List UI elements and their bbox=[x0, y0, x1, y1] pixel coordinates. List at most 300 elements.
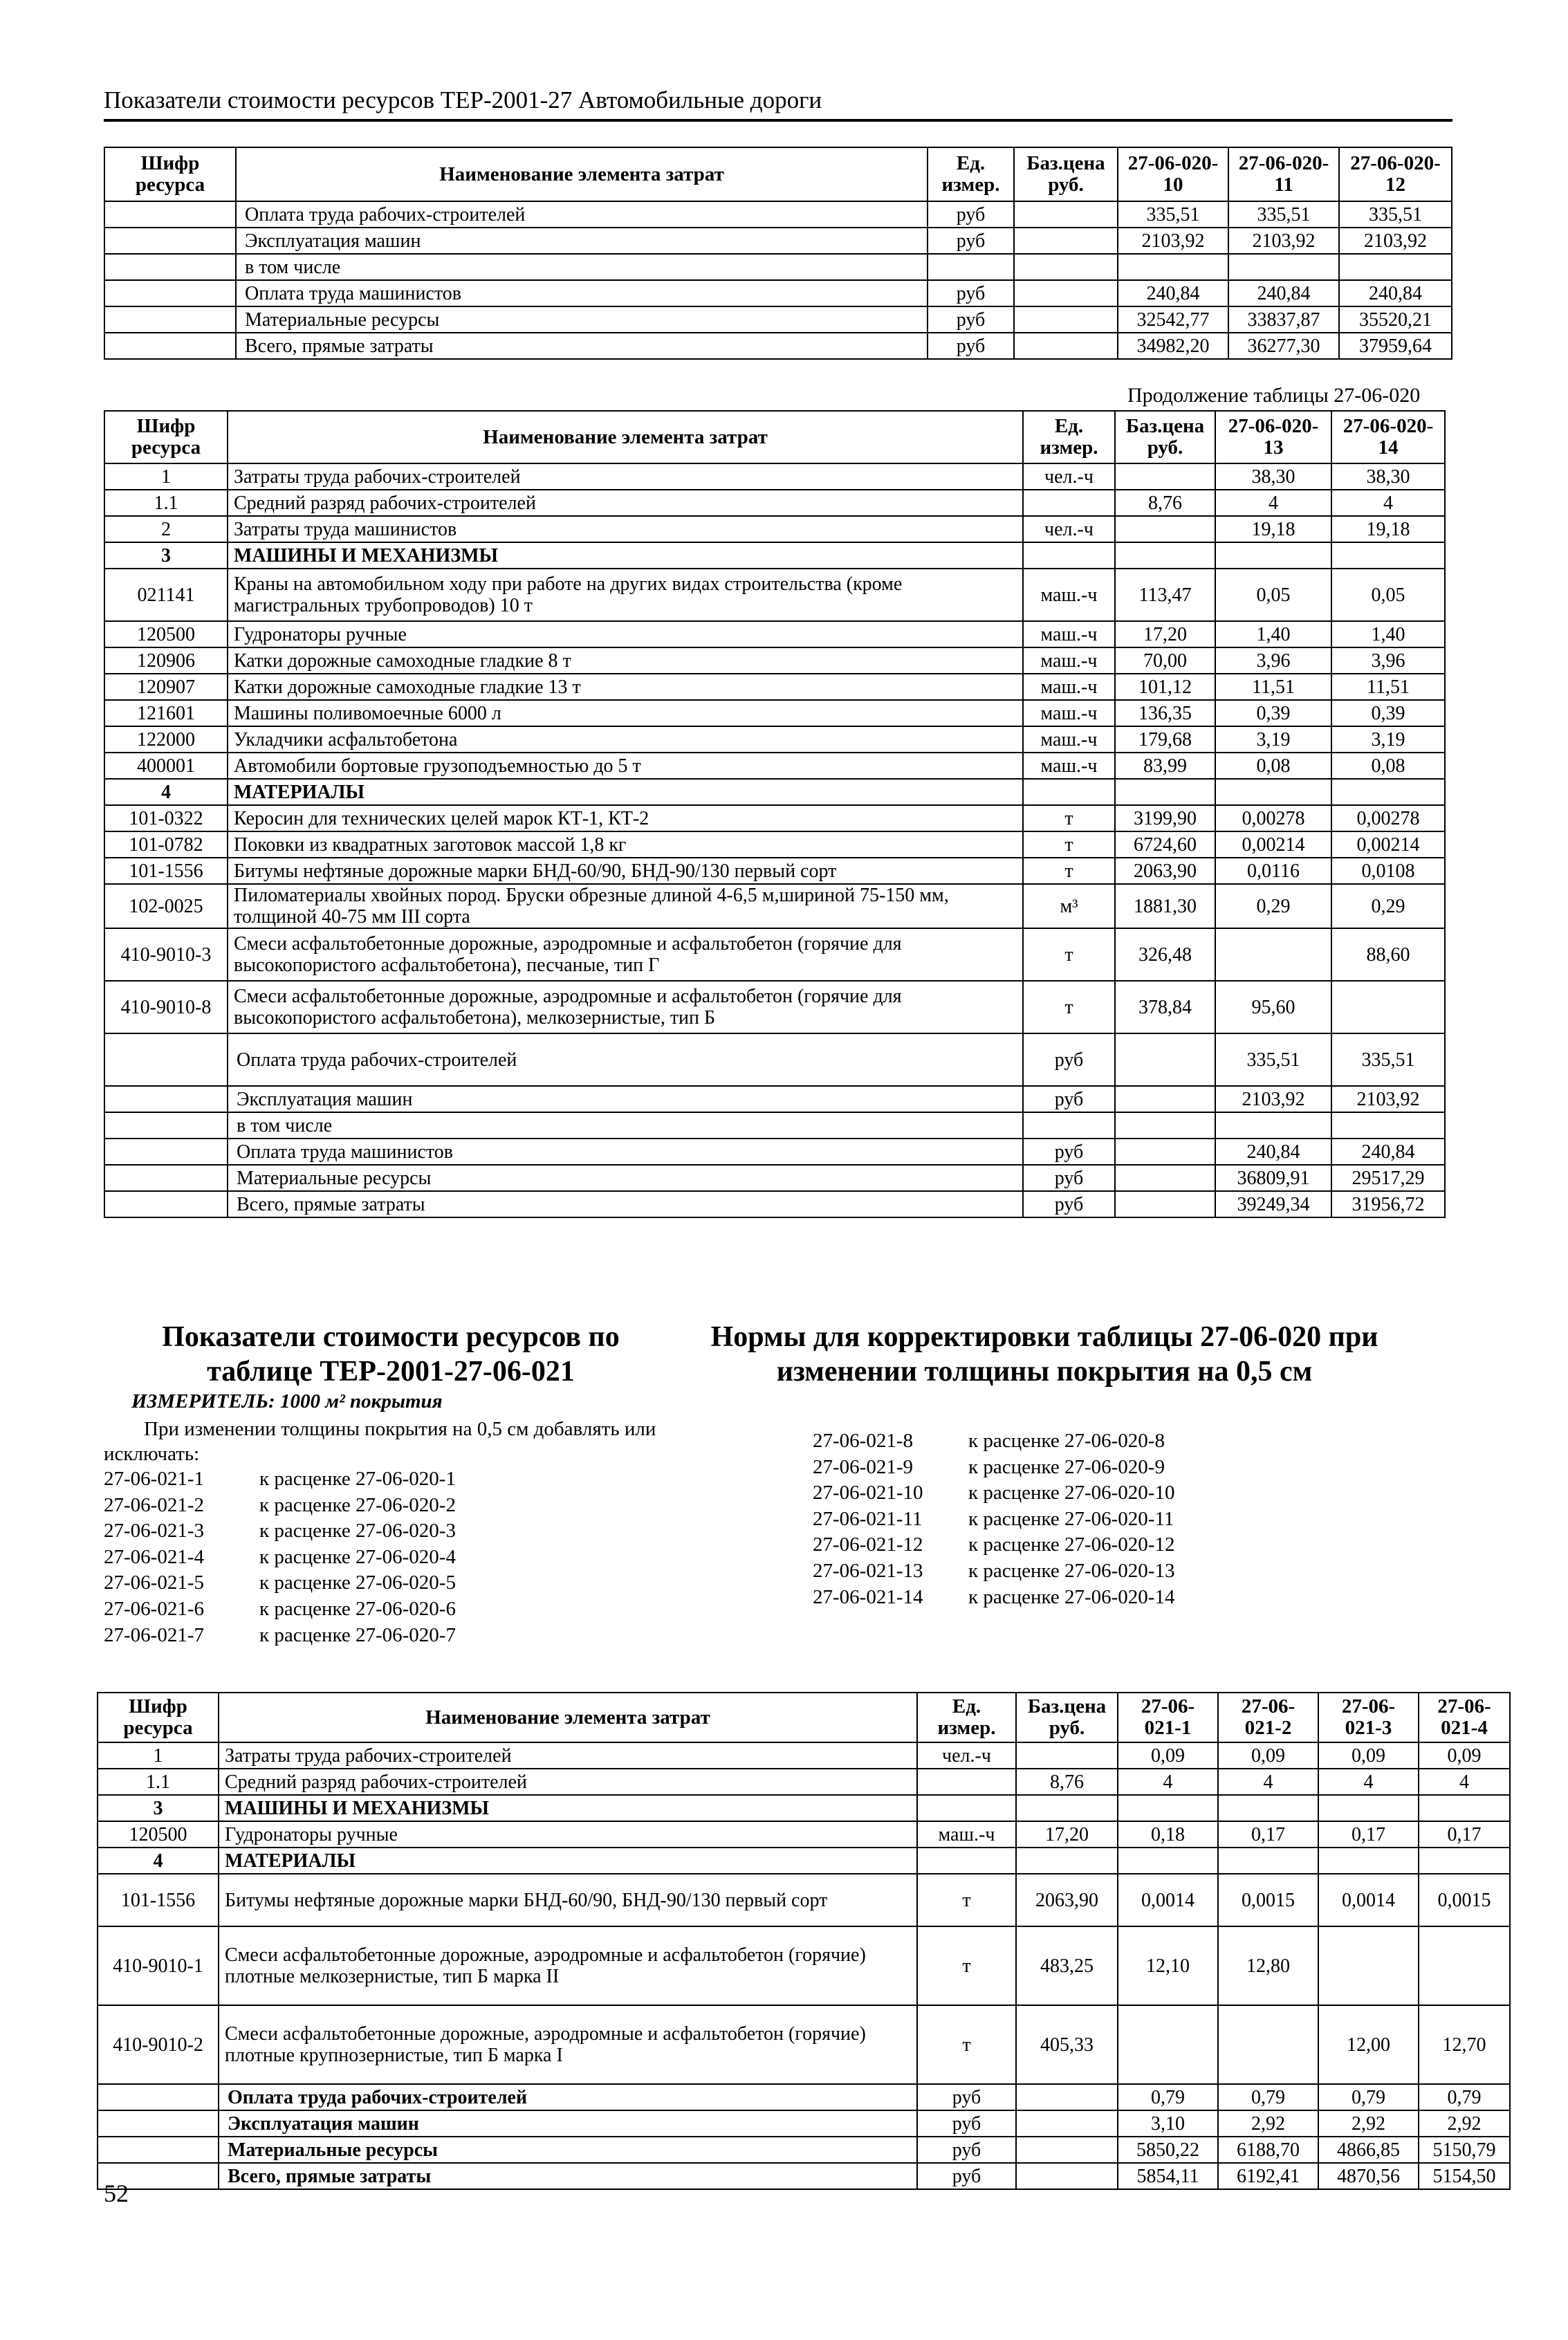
element-name-cell: Затраты труда рабочих-строителей bbox=[219, 1742, 917, 1769]
unit-cell: руб bbox=[917, 2084, 1016, 2110]
unit-cell: т bbox=[1023, 981, 1115, 1033]
rate-value-cell: 38,30 bbox=[1331, 463, 1445, 490]
element-name-cell: Эксплуатация машин bbox=[219, 2110, 917, 2137]
element-name-cell: Оплата труда рабочих-строителей bbox=[219, 2084, 917, 2110]
resource-code-cell: 2 bbox=[104, 516, 228, 542]
unit-cell: руб bbox=[928, 228, 1014, 254]
rate-value-cell: 1,40 bbox=[1331, 621, 1445, 647]
rate-value-cell: 0,00278 bbox=[1331, 805, 1445, 831]
col-header-rate: 27-06-021-4 bbox=[1419, 1693, 1510, 1742]
element-name-cell: Смеси асфальтобетонные дорожные, аэродромные и асфальтобетон (горячие) плотные крупнозернистые, тип Б марка I bbox=[219, 2005, 917, 2084]
rate-value-cell: 4 bbox=[1419, 1769, 1510, 1795]
base-price-cell bbox=[1014, 254, 1118, 280]
rate-value-cell bbox=[1331, 542, 1445, 569]
unit-cell: руб bbox=[928, 201, 1014, 228]
adjustment-code: 27-06-021-2 bbox=[104, 1493, 204, 1516]
col-header-code: Шифр ресурса bbox=[104, 411, 228, 463]
rate-value-cell: 36809,91 bbox=[1215, 1165, 1331, 1191]
rate-value-cell: 88,60 bbox=[1331, 928, 1445, 981]
rate-value-cell: 0,05 bbox=[1331, 569, 1445, 621]
resource-code-cell bbox=[104, 1165, 228, 1191]
rate-value-cell: 33837,87 bbox=[1228, 306, 1339, 333]
list-item bbox=[104, 1493, 588, 1519]
rate-value-cell bbox=[1218, 1795, 1318, 1821]
col-header-rate: 27-06-020-10 bbox=[1118, 147, 1228, 201]
rate-value-cell: 2103,92 bbox=[1331, 1086, 1445, 1112]
base-price-cell: 2063,90 bbox=[1016, 1874, 1118, 1926]
table-row bbox=[98, 2163, 1510, 2189]
section-title-left-line1: Показатели стоимости ресурсов по bbox=[162, 1321, 620, 1353]
unit-cell: руб bbox=[917, 2163, 1016, 2189]
base-price-cell: 17,20 bbox=[1115, 621, 1215, 647]
resource-code-cell: 1.1 bbox=[98, 1769, 219, 1795]
resource-code-cell: 1 bbox=[104, 463, 228, 490]
table-row bbox=[104, 726, 1445, 753]
rate-value-cell bbox=[1215, 542, 1331, 569]
adjustment-reference: к расценке 27-06-020-11 bbox=[968, 1507, 1174, 1530]
col-header-name: Наименование элемента затрат bbox=[236, 147, 928, 201]
rate-value-cell: 0,17 bbox=[1218, 1821, 1318, 1848]
table-row bbox=[98, 2005, 1510, 2084]
resource-code-cell: 3 bbox=[98, 1795, 219, 1821]
adjustment-code: 27-06-021-10 bbox=[813, 1482, 923, 1504]
table-row bbox=[104, 333, 1452, 359]
rate-value-cell: 0,39 bbox=[1331, 700, 1445, 726]
rate-value-cell: 2,92 bbox=[1419, 2110, 1510, 2137]
table-row bbox=[104, 569, 1445, 621]
rate-value-cell: 4 bbox=[1218, 1769, 1318, 1795]
unit-cell bbox=[1023, 490, 1115, 516]
unit-cell: руб bbox=[917, 2137, 1016, 2163]
table-row bbox=[104, 516, 1445, 542]
measure-label: ИЗМЕРИТЕЛЬ: bbox=[131, 1390, 275, 1412]
table-row bbox=[104, 280, 1452, 306]
resource-code-cell bbox=[104, 306, 236, 333]
adjustment-reference: к расценке 27-06-020-10 bbox=[968, 1482, 1175, 1504]
rate-value-cell: 0,08 bbox=[1215, 753, 1331, 779]
col-header-rate: 27-06-021-1 bbox=[1118, 1693, 1218, 1742]
table-row bbox=[98, 2084, 1510, 2110]
adjustment-reference: к расценке 27-06-020-13 bbox=[968, 1559, 1175, 1582]
col-header-price: Баз.цена руб. bbox=[1016, 1693, 1118, 1742]
unit-cell: т bbox=[1023, 805, 1115, 831]
unit-cell: маш.-ч bbox=[1023, 569, 1115, 621]
table-row bbox=[104, 1112, 1445, 1139]
base-price-cell: 136,35 bbox=[1115, 700, 1215, 726]
element-name-cell: Гудронаторы ручные bbox=[219, 1821, 917, 1848]
adjustment-code: 27-06-021-3 bbox=[104, 1520, 204, 1542]
base-price-cell: 8,76 bbox=[1016, 1769, 1118, 1795]
base-price-cell bbox=[1016, 2084, 1118, 2110]
rate-value-cell: 19,18 bbox=[1215, 516, 1331, 542]
resource-code-cell bbox=[98, 2110, 219, 2137]
rate-value-cell: 6192,41 bbox=[1218, 2163, 1318, 2189]
rate-value-cell: 19,18 bbox=[1331, 516, 1445, 542]
resource-code-cell: 1 bbox=[98, 1742, 219, 1769]
table-row bbox=[104, 1165, 1445, 1191]
base-price-cell bbox=[1115, 1191, 1215, 1217]
unit-cell bbox=[1023, 542, 1115, 569]
base-price-cell bbox=[1115, 1139, 1215, 1165]
unit-cell: м³ bbox=[1023, 884, 1115, 928]
cost-table-27-06-021 bbox=[97, 1692, 1511, 2190]
base-price-cell bbox=[1115, 1165, 1215, 1191]
rate-value-cell: 2,92 bbox=[1218, 2110, 1318, 2137]
table-row bbox=[104, 884, 1445, 928]
unit-cell: руб bbox=[1023, 1033, 1115, 1086]
col-header-rate: 27-06-021-3 bbox=[1318, 1693, 1419, 1742]
base-price-cell bbox=[1115, 1112, 1215, 1139]
rate-value-cell: 5154,50 bbox=[1419, 2163, 1510, 2189]
rate-value-cell: 0,17 bbox=[1419, 1821, 1510, 1848]
unit-cell: руб bbox=[928, 306, 1014, 333]
resource-code-cell: 410-9010-8 bbox=[104, 981, 228, 1033]
adjustment-code: 27-06-021-8 bbox=[813, 1430, 913, 1452]
table-row bbox=[104, 858, 1445, 884]
rate-value-cell: 240,84 bbox=[1228, 280, 1339, 306]
base-price-cell bbox=[1014, 228, 1118, 254]
table-row bbox=[98, 1742, 1510, 1769]
resource-code-cell: 4 bbox=[98, 1848, 219, 1874]
rate-value-cell: 29517,29 bbox=[1331, 1165, 1445, 1191]
page-header: Показатели стоимости ресурсов ТЕР-2001-27 Автомобильные дороги bbox=[104, 82, 1452, 122]
measure-unit bbox=[131, 1390, 443, 1413]
unit-cell: чел.-ч bbox=[1023, 463, 1115, 490]
rate-value-cell bbox=[1215, 1112, 1331, 1139]
rate-value-cell: 0,09 bbox=[1318, 1742, 1419, 1769]
col-header-price: Баз.цена руб. bbox=[1115, 411, 1215, 463]
rate-value-cell: 2103,92 bbox=[1339, 228, 1452, 254]
unit-cell: маш.-ч bbox=[1023, 753, 1115, 779]
rate-value-cell: 4 bbox=[1331, 490, 1445, 516]
base-price-cell bbox=[1115, 779, 1215, 805]
rate-value-cell: 3,19 bbox=[1215, 726, 1331, 753]
table-row bbox=[98, 1926, 1510, 2005]
list-item bbox=[104, 1623, 588, 1649]
adjustment-reference: к расценке 27-06-020-9 bbox=[968, 1455, 1165, 1478]
base-price-cell bbox=[1014, 306, 1118, 333]
base-price-cell bbox=[1115, 463, 1215, 490]
base-price-cell bbox=[1016, 2110, 1118, 2137]
rate-value-cell: 0,0014 bbox=[1118, 1874, 1218, 1926]
rate-value-cell: 12,00 bbox=[1318, 2005, 1419, 2084]
table-row bbox=[98, 1821, 1510, 1848]
col-header-unit: Ед. измер. bbox=[928, 147, 1014, 201]
unit-cell: руб bbox=[928, 280, 1014, 306]
rate-value-cell: 2103,92 bbox=[1228, 228, 1339, 254]
col-header-price: Баз.цена руб. bbox=[1014, 147, 1118, 201]
element-name-cell: Катки дорожные самоходные гладкие 13 т bbox=[228, 674, 1023, 700]
rate-value-cell bbox=[1118, 1795, 1218, 1821]
resource-code-cell bbox=[104, 280, 236, 306]
element-name-cell: МАШИНЫ И МЕХАНИЗМЫ bbox=[219, 1795, 917, 1821]
rate-value-cell bbox=[1339, 254, 1452, 280]
base-price-cell: 6724,60 bbox=[1115, 831, 1215, 858]
rate-value-cell bbox=[1419, 1795, 1510, 1821]
element-name-cell: Материальные ресурсы bbox=[236, 306, 928, 333]
rate-value-cell: 0,00214 bbox=[1215, 831, 1331, 858]
unit-cell bbox=[917, 1848, 1016, 1874]
rate-value-cell: 32542,77 bbox=[1118, 306, 1228, 333]
element-name-cell: Оплата труда машинистов bbox=[236, 280, 928, 306]
base-price-cell bbox=[1014, 280, 1118, 306]
base-price-cell: 8,76 bbox=[1115, 490, 1215, 516]
rate-value-cell bbox=[1228, 254, 1339, 280]
rate-value-cell: 0,0015 bbox=[1218, 1874, 1318, 1926]
rate-value-cell: 0,18 bbox=[1118, 1821, 1218, 1848]
adjustment-code: 27-06-021-9 bbox=[813, 1455, 913, 1478]
list-item bbox=[813, 1480, 1297, 1507]
col-header-unit: Ед. измер. bbox=[1023, 411, 1115, 463]
table-row bbox=[104, 753, 1445, 779]
rate-value-cell: 39249,34 bbox=[1215, 1191, 1331, 1217]
rate-value-cell bbox=[1218, 1848, 1318, 1874]
rate-value-cell: 0,79 bbox=[1218, 2084, 1318, 2110]
base-price-cell: 378,84 bbox=[1115, 981, 1215, 1033]
unit-cell: руб bbox=[1023, 1139, 1115, 1165]
base-price-cell bbox=[1115, 542, 1215, 569]
element-name-cell: Катки дорожные самоходные гладкие 8 т bbox=[228, 647, 1023, 674]
adjustment-list-right bbox=[813, 1428, 1297, 1610]
rate-value-cell: 2,92 bbox=[1318, 2110, 1419, 2137]
rate-value-cell: 0,00278 bbox=[1215, 805, 1331, 831]
section-title-left-line2: таблице ТЕР-2001-27-06-021 bbox=[207, 1356, 575, 1388]
col-header-name: Наименование элемента затрат bbox=[219, 1693, 917, 1742]
list-item bbox=[813, 1585, 1297, 1611]
unit-cell: маш.-ч bbox=[1023, 621, 1115, 647]
element-name-cell: Битумы нефтяные дорожные марки БНД-60/90, БНД-90/130 первый сорт bbox=[219, 1874, 917, 1926]
rate-value-cell bbox=[1318, 1926, 1419, 2005]
col-header-rate: 27-06-020-13 bbox=[1215, 411, 1331, 463]
rate-value-cell bbox=[1215, 928, 1331, 981]
element-name-cell: Всего, прямые затраты bbox=[228, 1191, 1023, 1217]
adjustment-code: 27-06-021-12 bbox=[813, 1533, 923, 1556]
unit-cell: руб bbox=[1023, 1165, 1115, 1191]
resource-code-cell bbox=[104, 1033, 228, 1086]
base-price-cell bbox=[1014, 333, 1118, 359]
element-name-cell: Укладчики асфальтобетона bbox=[228, 726, 1023, 753]
rate-value-cell: 11,51 bbox=[1331, 674, 1445, 700]
rate-value-cell: 0,79 bbox=[1419, 2084, 1510, 2110]
rate-value-cell: 0,05 bbox=[1215, 569, 1331, 621]
resource-code-cell bbox=[98, 2084, 219, 2110]
element-name-cell: Всего, прямые затраты bbox=[219, 2163, 917, 2189]
rate-value-cell: 12,10 bbox=[1118, 1926, 1218, 2005]
table-row bbox=[104, 621, 1445, 647]
rate-value-cell: 0,29 bbox=[1215, 884, 1331, 928]
base-price-cell bbox=[1016, 2163, 1118, 2189]
rate-value-cell: 5854,11 bbox=[1118, 2163, 1218, 2189]
base-price-cell: 1881,30 bbox=[1115, 884, 1215, 928]
element-name-cell: МАТЕРИАЛЫ bbox=[219, 1848, 917, 1874]
rate-value-cell: 0,09 bbox=[1419, 1742, 1510, 1769]
rate-value-cell: 3,10 bbox=[1118, 2110, 1218, 2137]
resource-code-cell: 101-1556 bbox=[98, 1874, 219, 1926]
section-title-right bbox=[699, 1320, 1390, 1389]
table-row bbox=[104, 1191, 1445, 1217]
adjustment-reference: к расценке 27-06-020-7 bbox=[259, 1623, 456, 1646]
col-header-name: Наименование элемента затрат bbox=[228, 411, 1023, 463]
base-price-cell: 326,48 bbox=[1115, 928, 1215, 981]
element-name-cell: Гудронаторы ручные bbox=[228, 621, 1023, 647]
base-price-cell bbox=[1016, 1795, 1118, 1821]
element-name-cell: Смеси асфальтобетонные дорожные, аэродромные и асфальтобетон (горячие для высокопористого асфальтобетона), мелкозернистые, тип Б bbox=[228, 981, 1023, 1033]
section-title-left bbox=[104, 1320, 678, 1389]
adjustment-reference: к расценке 27-06-020-4 bbox=[259, 1545, 456, 1568]
element-name-cell: Эксплуатация машин bbox=[236, 228, 928, 254]
unit-cell: чел.-ч bbox=[1023, 516, 1115, 542]
element-name-cell: Материальные ресурсы bbox=[219, 2137, 917, 2163]
resource-code-cell: 120500 bbox=[104, 621, 228, 647]
base-price-cell bbox=[1115, 516, 1215, 542]
adjustment-reference: к расценке 27-06-020-6 bbox=[259, 1597, 456, 1620]
resource-code-cell: 1.1 bbox=[104, 490, 228, 516]
rate-value-cell: 0,09 bbox=[1218, 1742, 1318, 1769]
rate-value-cell: 0,0116 bbox=[1215, 858, 1331, 884]
base-price-cell bbox=[1014, 201, 1118, 228]
col-header-rate: 27-06-021-2 bbox=[1218, 1693, 1318, 1742]
rate-value-cell bbox=[1218, 2005, 1318, 2084]
unit-cell: руб bbox=[917, 2110, 1016, 2137]
table-row bbox=[104, 805, 1445, 831]
base-price-cell bbox=[1016, 1848, 1118, 1874]
rate-value-cell: 4870,56 bbox=[1318, 2163, 1419, 2189]
table-row bbox=[98, 2110, 1510, 2137]
base-price-cell: 483,25 bbox=[1016, 1926, 1118, 2005]
unit-cell bbox=[917, 1769, 1016, 1795]
resource-code-cell: 120500 bbox=[98, 1821, 219, 1848]
element-name-cell: Материальные ресурсы bbox=[228, 1165, 1023, 1191]
resource-code-cell: 021141 bbox=[104, 569, 228, 621]
col-header-code: Шифр ресурса bbox=[98, 1693, 219, 1742]
unit-cell: т bbox=[1023, 858, 1115, 884]
rate-value-cell: 240,84 bbox=[1339, 280, 1452, 306]
element-name-cell: Керосин для технических целей марок КТ-1, КТ-2 bbox=[228, 805, 1023, 831]
adjustment-code: 27-06-021-5 bbox=[104, 1572, 204, 1594]
rate-value-cell bbox=[1419, 1848, 1510, 1874]
base-price-cell: 101,12 bbox=[1115, 674, 1215, 700]
element-name-cell: Средний разряд рабочих-строителей bbox=[228, 490, 1023, 516]
adjustment-code: 27-06-021-4 bbox=[104, 1545, 204, 1568]
unit-cell: руб bbox=[1023, 1086, 1115, 1112]
rate-value-cell: 3,19 bbox=[1331, 726, 1445, 753]
table-row bbox=[98, 1874, 1510, 1926]
base-price-cell bbox=[1115, 1033, 1215, 1086]
rate-value-cell bbox=[1118, 1848, 1218, 1874]
resource-code-cell: 410-9010-3 bbox=[104, 928, 228, 981]
table-row bbox=[98, 2137, 1510, 2163]
resource-code-cell: 120906 bbox=[104, 647, 228, 674]
rate-value-cell: 4 bbox=[1318, 1769, 1419, 1795]
rate-value-cell: 36277,30 bbox=[1228, 333, 1339, 359]
rate-value-cell: 5850,22 bbox=[1118, 2137, 1218, 2163]
list-item bbox=[104, 1518, 588, 1545]
rate-value-cell: 335,51 bbox=[1339, 201, 1452, 228]
section-title-right-line2: изменении толщины покрытия на 0,5 см bbox=[776, 1356, 1313, 1388]
element-name-cell: Средний разряд рабочих-строителей bbox=[219, 1769, 917, 1795]
list-item bbox=[813, 1558, 1297, 1585]
unit-cell bbox=[1023, 1112, 1115, 1139]
rate-value-cell: 4 bbox=[1215, 490, 1331, 516]
rate-value-cell: 12,80 bbox=[1218, 1926, 1318, 2005]
rate-value-cell: 2103,92 bbox=[1215, 1086, 1331, 1112]
unit-cell bbox=[1023, 779, 1115, 805]
rate-value-cell: 0,08 bbox=[1331, 753, 1445, 779]
element-name-cell: Эксплуатация машин bbox=[228, 1086, 1023, 1112]
resource-code-cell: 4 bbox=[104, 779, 228, 805]
element-name-cell: Оплата труда рабочих-строителей bbox=[236, 201, 928, 228]
resource-code-cell bbox=[104, 228, 236, 254]
resource-code-cell: 122000 bbox=[104, 726, 228, 753]
rate-value-cell: 1,40 bbox=[1215, 621, 1331, 647]
element-name-cell: Смеси асфальтобетонные дорожные, аэродромные и асфальтобетон (горячие для высокопористого асфальтобетона), песчаные, тип Г bbox=[228, 928, 1023, 981]
base-price-cell: 17,20 bbox=[1016, 1821, 1118, 1848]
rate-value-cell: 3,96 bbox=[1215, 647, 1331, 674]
table-row bbox=[104, 463, 1445, 490]
table-row bbox=[104, 228, 1452, 254]
base-price-cell bbox=[1016, 2137, 1118, 2163]
rate-value-cell: 0,39 bbox=[1215, 700, 1331, 726]
rate-value-cell: 34982,20 bbox=[1118, 333, 1228, 359]
resource-code-cell bbox=[104, 254, 236, 280]
resource-code-cell bbox=[104, 1086, 228, 1112]
base-price-cell: 2063,90 bbox=[1115, 858, 1215, 884]
table-row bbox=[104, 490, 1445, 516]
col-header-unit: Ед. измер. bbox=[917, 1693, 1016, 1742]
table-continuation-note: Продолжение таблицы 27-06-020 bbox=[1127, 384, 1421, 407]
page-number: 52 bbox=[104, 2180, 129, 2207]
rate-value-cell: 37959,64 bbox=[1339, 333, 1452, 359]
table-row bbox=[98, 1795, 1510, 1821]
list-item bbox=[813, 1455, 1297, 1481]
list-item bbox=[104, 1466, 588, 1493]
rate-value-cell: 6188,70 bbox=[1218, 2137, 1318, 2163]
base-price-cell bbox=[1115, 1086, 1215, 1112]
resource-code-cell: 120907 bbox=[104, 674, 228, 700]
resource-code-cell: 101-0782 bbox=[104, 831, 228, 858]
rate-value-cell: 31956,72 bbox=[1331, 1191, 1445, 1217]
unit-cell: т bbox=[1023, 831, 1115, 858]
rate-value-cell: 240,84 bbox=[1215, 1139, 1331, 1165]
base-price-cell: 70,00 bbox=[1115, 647, 1215, 674]
rate-value-cell: 2103,92 bbox=[1118, 228, 1228, 254]
adjustment-reference: к расценке 27-06-020-12 bbox=[968, 1533, 1175, 1556]
unit-cell bbox=[928, 254, 1014, 280]
cost-table-27-06-020-13-14 bbox=[104, 410, 1446, 1218]
resource-code-cell bbox=[104, 333, 236, 359]
rate-value-cell: 335,51 bbox=[1331, 1033, 1445, 1086]
rate-value-cell: 0,0108 bbox=[1331, 858, 1445, 884]
rate-value-cell: 12,70 bbox=[1419, 2005, 1510, 2084]
element-name-cell: Оплата труда машинистов bbox=[228, 1139, 1023, 1165]
adjustment-code: 27-06-021-6 bbox=[104, 1597, 204, 1620]
resource-code-cell bbox=[104, 1139, 228, 1165]
element-name-cell: Пиломатериалы хвойных пород. Бруски обрезные длиной 4-6,5 м,шириной 75-150 мм, толщиной 40-75 мм III сорта bbox=[228, 884, 1023, 928]
col-header-rate: 27-06-020-11 bbox=[1228, 147, 1339, 201]
unit-cell: чел.-ч bbox=[917, 1742, 1016, 1769]
resource-code-cell bbox=[104, 1191, 228, 1217]
rate-value-cell: 0,0015 bbox=[1419, 1874, 1510, 1926]
resource-code-cell: 101-1556 bbox=[104, 858, 228, 884]
adjustment-list-left bbox=[104, 1466, 588, 1648]
unit-cell: маш.-ч bbox=[1023, 674, 1115, 700]
unit-cell: маш.-ч bbox=[917, 1821, 1016, 1848]
rate-value-cell: 5150,79 bbox=[1419, 2137, 1510, 2163]
rate-value-cell: 35520,21 bbox=[1339, 306, 1452, 333]
rate-value-cell bbox=[1331, 779, 1445, 805]
table-row bbox=[104, 201, 1452, 228]
rate-value-cell bbox=[1331, 981, 1445, 1033]
